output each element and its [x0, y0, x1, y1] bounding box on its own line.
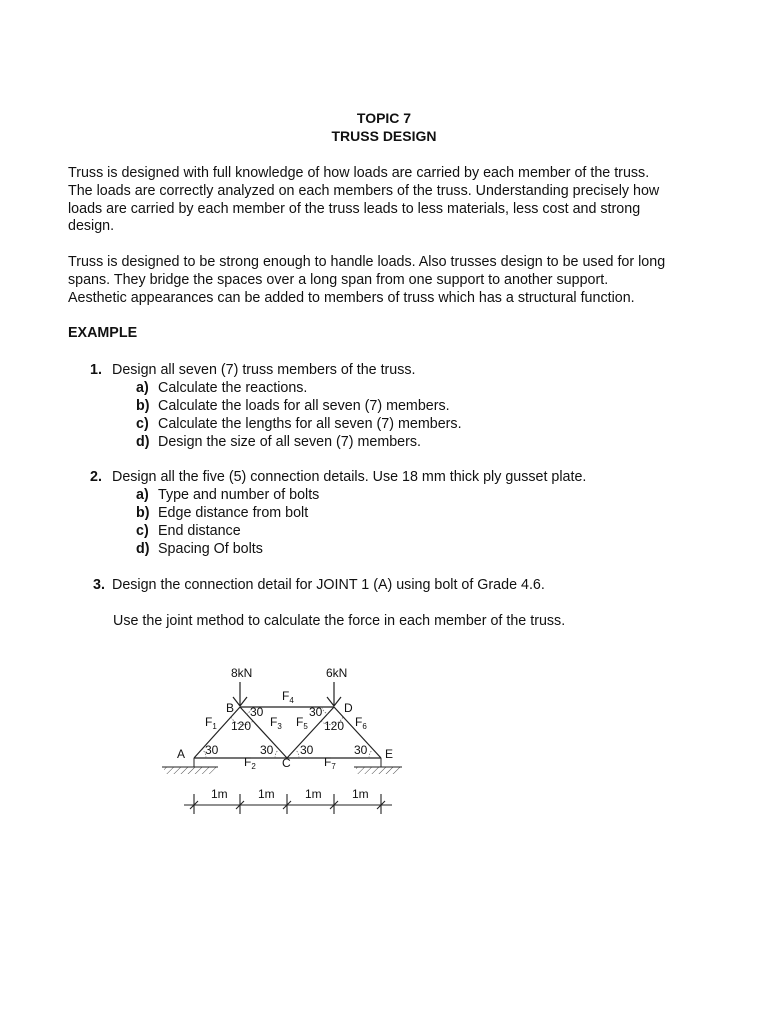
paragraph-line: spans. They bridge the spaces over a long span from one support to another support.: [68, 271, 609, 288]
member-label-f1: $F_1$: [205, 715, 217, 731]
instruction-text: Use the joint method to calculate the force in each member of the truss.: [113, 613, 566, 629]
item-text: Design all the five (5) connection details. Use 18 mm thick ply gusset plate.: [112, 469, 587, 485]
angle-label: 30: [205, 743, 219, 757]
angle-label: 30: [260, 743, 274, 757]
sub-item-text: Design the size of all seven (7) members.: [158, 434, 422, 450]
item-number: 3.: [93, 577, 105, 593]
node-label: E: [385, 747, 394, 761]
angle-label: 30: [300, 743, 314, 757]
node-label: A: [177, 747, 186, 761]
paragraph-line: Truss is designed to be strong enough to handle loads. Also trusses design to be used for long: [68, 254, 666, 270]
item-number: 2.: [90, 469, 102, 485]
item-text: Design all seven (7) truss members of the truss.: [112, 362, 416, 378]
member-label-f7: $F_7$: [324, 755, 336, 771]
sub-item-text: End distance: [158, 523, 241, 539]
sub-item-letter: c): [136, 416, 149, 432]
page-title: TRUSS DESIGN: [331, 128, 437, 144]
member-label-f3: $F_3$: [270, 715, 282, 731]
paragraph-line: Aesthetic appearances can be added to members of truss which has a structural function.: [68, 289, 635, 306]
node-label: B: [226, 701, 235, 715]
span-labels: [211, 787, 369, 801]
sub-item-letter: d): [136, 434, 150, 450]
item-text: Design the connection detail for JOINT 1 (A) using bolt of Grade 4.6.: [112, 577, 545, 593]
sub-item-letter: b): [136, 505, 150, 521]
angle-label: 120: [324, 719, 345, 733]
sub-item-letter: a): [136, 380, 149, 396]
paragraph-line: loads are carried by each member of the truss leads to less materials, less cost and strong: [68, 200, 641, 217]
member-label-f5: $F_5$: [296, 715, 308, 731]
topic-number: TOPIC 7: [356, 110, 412, 126]
sub-item-text: Calculate the loads for all seven (7) members.: [158, 398, 450, 414]
angle-label: 30: [309, 705, 323, 719]
span-label: 1m: [258, 787, 275, 801]
support-a: [162, 758, 218, 774]
node-label: C: [282, 756, 291, 770]
sub-item-letter: b): [136, 398, 150, 414]
sub-item-text: Calculate the reactions.: [158, 380, 308, 396]
sub-item-text: Calculate the lengths for all seven (7) members.: [158, 416, 462, 432]
member-label-f2: $F_2$: [244, 755, 256, 771]
load-label: 8kN: [231, 666, 253, 680]
span-label: 1m: [305, 787, 322, 801]
load-label: 6kN: [326, 666, 348, 680]
sub-item-text: Edge distance from bolt: [158, 505, 309, 521]
angle-label: 30: [354, 743, 368, 757]
example-heading: EXAMPLE: [68, 325, 138, 341]
paragraph-line: Truss is designed with full knowledge of how loads are carried by each member of the truss.: [68, 165, 650, 181]
member-label-f6: $F_6$: [355, 715, 367, 731]
sub-item-text: Type and number of bolts: [158, 487, 320, 503]
paragraph-line: The loads are correctly analyzed on each members of the truss. Understanding precisely how: [68, 182, 660, 199]
sub-item-letter: d): [136, 541, 150, 557]
truss-members: [194, 707, 381, 758]
member-label-f4: $F_4$: [282, 689, 294, 705]
span-label: 1m: [352, 787, 369, 801]
sub-item-letter: a): [136, 487, 149, 503]
span-label: 1m: [211, 787, 228, 801]
support-e: [354, 758, 402, 774]
item-number: 1.: [90, 362, 102, 378]
sub-item-letter: c): [136, 523, 149, 539]
sub-item-text: Spacing Of bolts: [158, 541, 263, 557]
angle-label: 120: [231, 719, 252, 733]
diagram-labels: [177, 666, 393, 771]
angle-label: 30: [250, 705, 264, 719]
paragraph-line: design.: [68, 218, 115, 235]
node-label: D: [344, 701, 353, 715]
